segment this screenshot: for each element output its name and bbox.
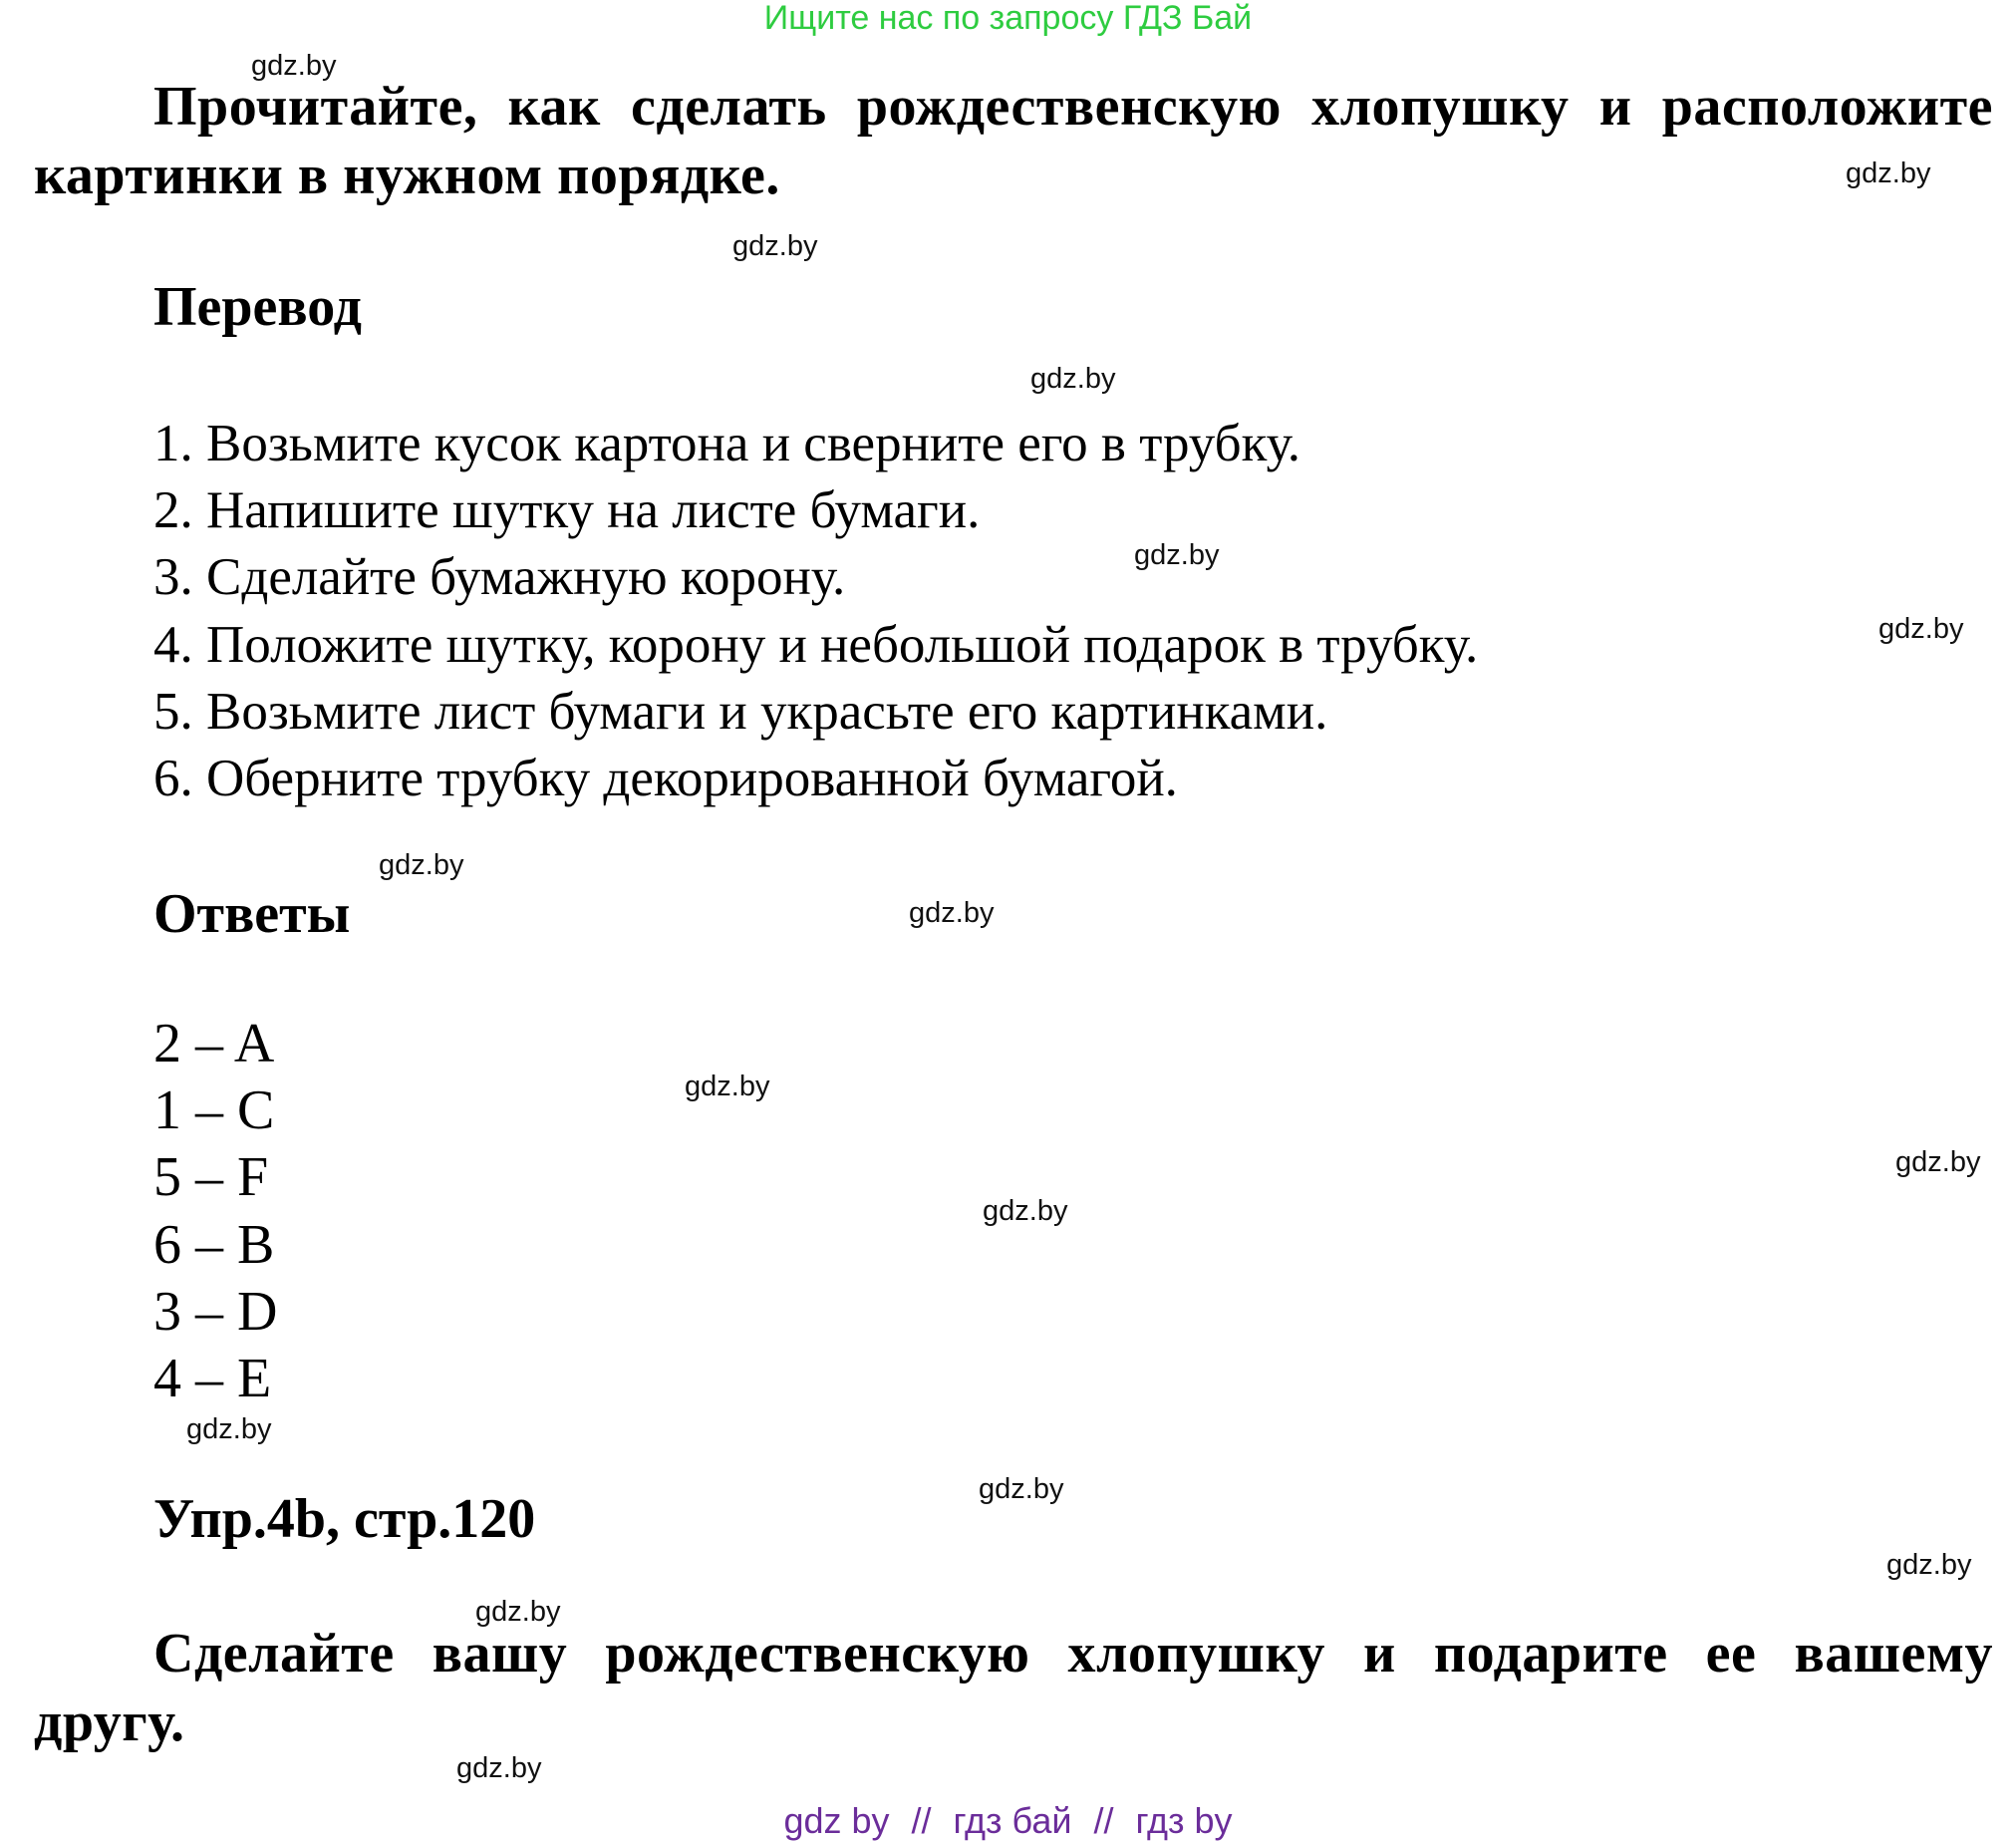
watermark: gdz.by bbox=[1134, 539, 1220, 571]
translation-step-1: 1. Возьмите кусок картона и сверните его в трубку. bbox=[153, 415, 1301, 472]
translation-step-6: 6. Оберните трубку декорированной бумагой. bbox=[153, 750, 1178, 807]
watermark: gdz.by bbox=[456, 1752, 542, 1784]
translation-step-2: 2. Напишите шутку на листе бумаги. bbox=[153, 481, 981, 539]
watermark: gdz.by bbox=[685, 1071, 770, 1102]
answer-item: 2 – A bbox=[153, 1013, 275, 1074]
answer-item: 3 – D bbox=[153, 1281, 278, 1343]
task-instruction: Прочитайте, как сделать рождественскую хлопушку и расположите картинки в нужном порядке. bbox=[34, 76, 1993, 206]
answer-item: 4 – E bbox=[153, 1348, 272, 1409]
watermark: gdz.by bbox=[1878, 613, 1964, 645]
watermark: gdz.by bbox=[732, 230, 818, 262]
footer-links bbox=[0, 1802, 2016, 1840]
translation-step-5: 5. Возьмите лист бумаги и украсьте его картинками. bbox=[153, 683, 1328, 741]
translation-step-4: 4. Положите шутку, корону и небольшой подарок в трубку. bbox=[153, 616, 1479, 674]
watermark: gdz.by bbox=[379, 849, 464, 881]
footer-separator: // bbox=[911, 1800, 932, 1841]
answers-heading: Ответы bbox=[153, 883, 351, 945]
watermark: gdz.by bbox=[1846, 157, 1931, 189]
answer-item: 6 – B bbox=[153, 1214, 275, 1276]
watermark: gdz.by bbox=[983, 1195, 1068, 1227]
footer-link[interactable]: гдз бай bbox=[953, 1800, 1072, 1841]
footer-link[interactable]: gdz by bbox=[783, 1800, 890, 1841]
footer-separator: // bbox=[1093, 1800, 1114, 1841]
watermark: gdz.by bbox=[1895, 1146, 1981, 1178]
answer-item: 1 – C bbox=[153, 1079, 275, 1141]
watermark: gdz.by bbox=[909, 897, 995, 929]
watermark: gdz.by bbox=[979, 1473, 1064, 1505]
watermark: gdz.by bbox=[186, 1413, 272, 1445]
footer-link[interactable]: гдз by bbox=[1135, 1800, 1233, 1841]
watermark: gdz.by bbox=[1886, 1549, 1972, 1581]
exercise-task: Сделайте вашу рождественскую хлопушку и подарите ее вашему другу. bbox=[34, 1623, 1993, 1753]
exercise-heading: Упр.4b, стр.120 bbox=[153, 1488, 536, 1550]
translation-heading: Перевод bbox=[153, 276, 362, 338]
translation-step-3: 3. Сделайте бумажную корону. bbox=[153, 548, 846, 606]
watermark: gdz.by bbox=[475, 1596, 561, 1628]
top-banner: Ищите нас по запросу ГДЗ Бай bbox=[763, 0, 1253, 37]
watermark: gdz.by bbox=[1030, 363, 1116, 395]
answer-item: 5 – F bbox=[153, 1146, 269, 1208]
watermark: gdz.by bbox=[251, 50, 337, 82]
